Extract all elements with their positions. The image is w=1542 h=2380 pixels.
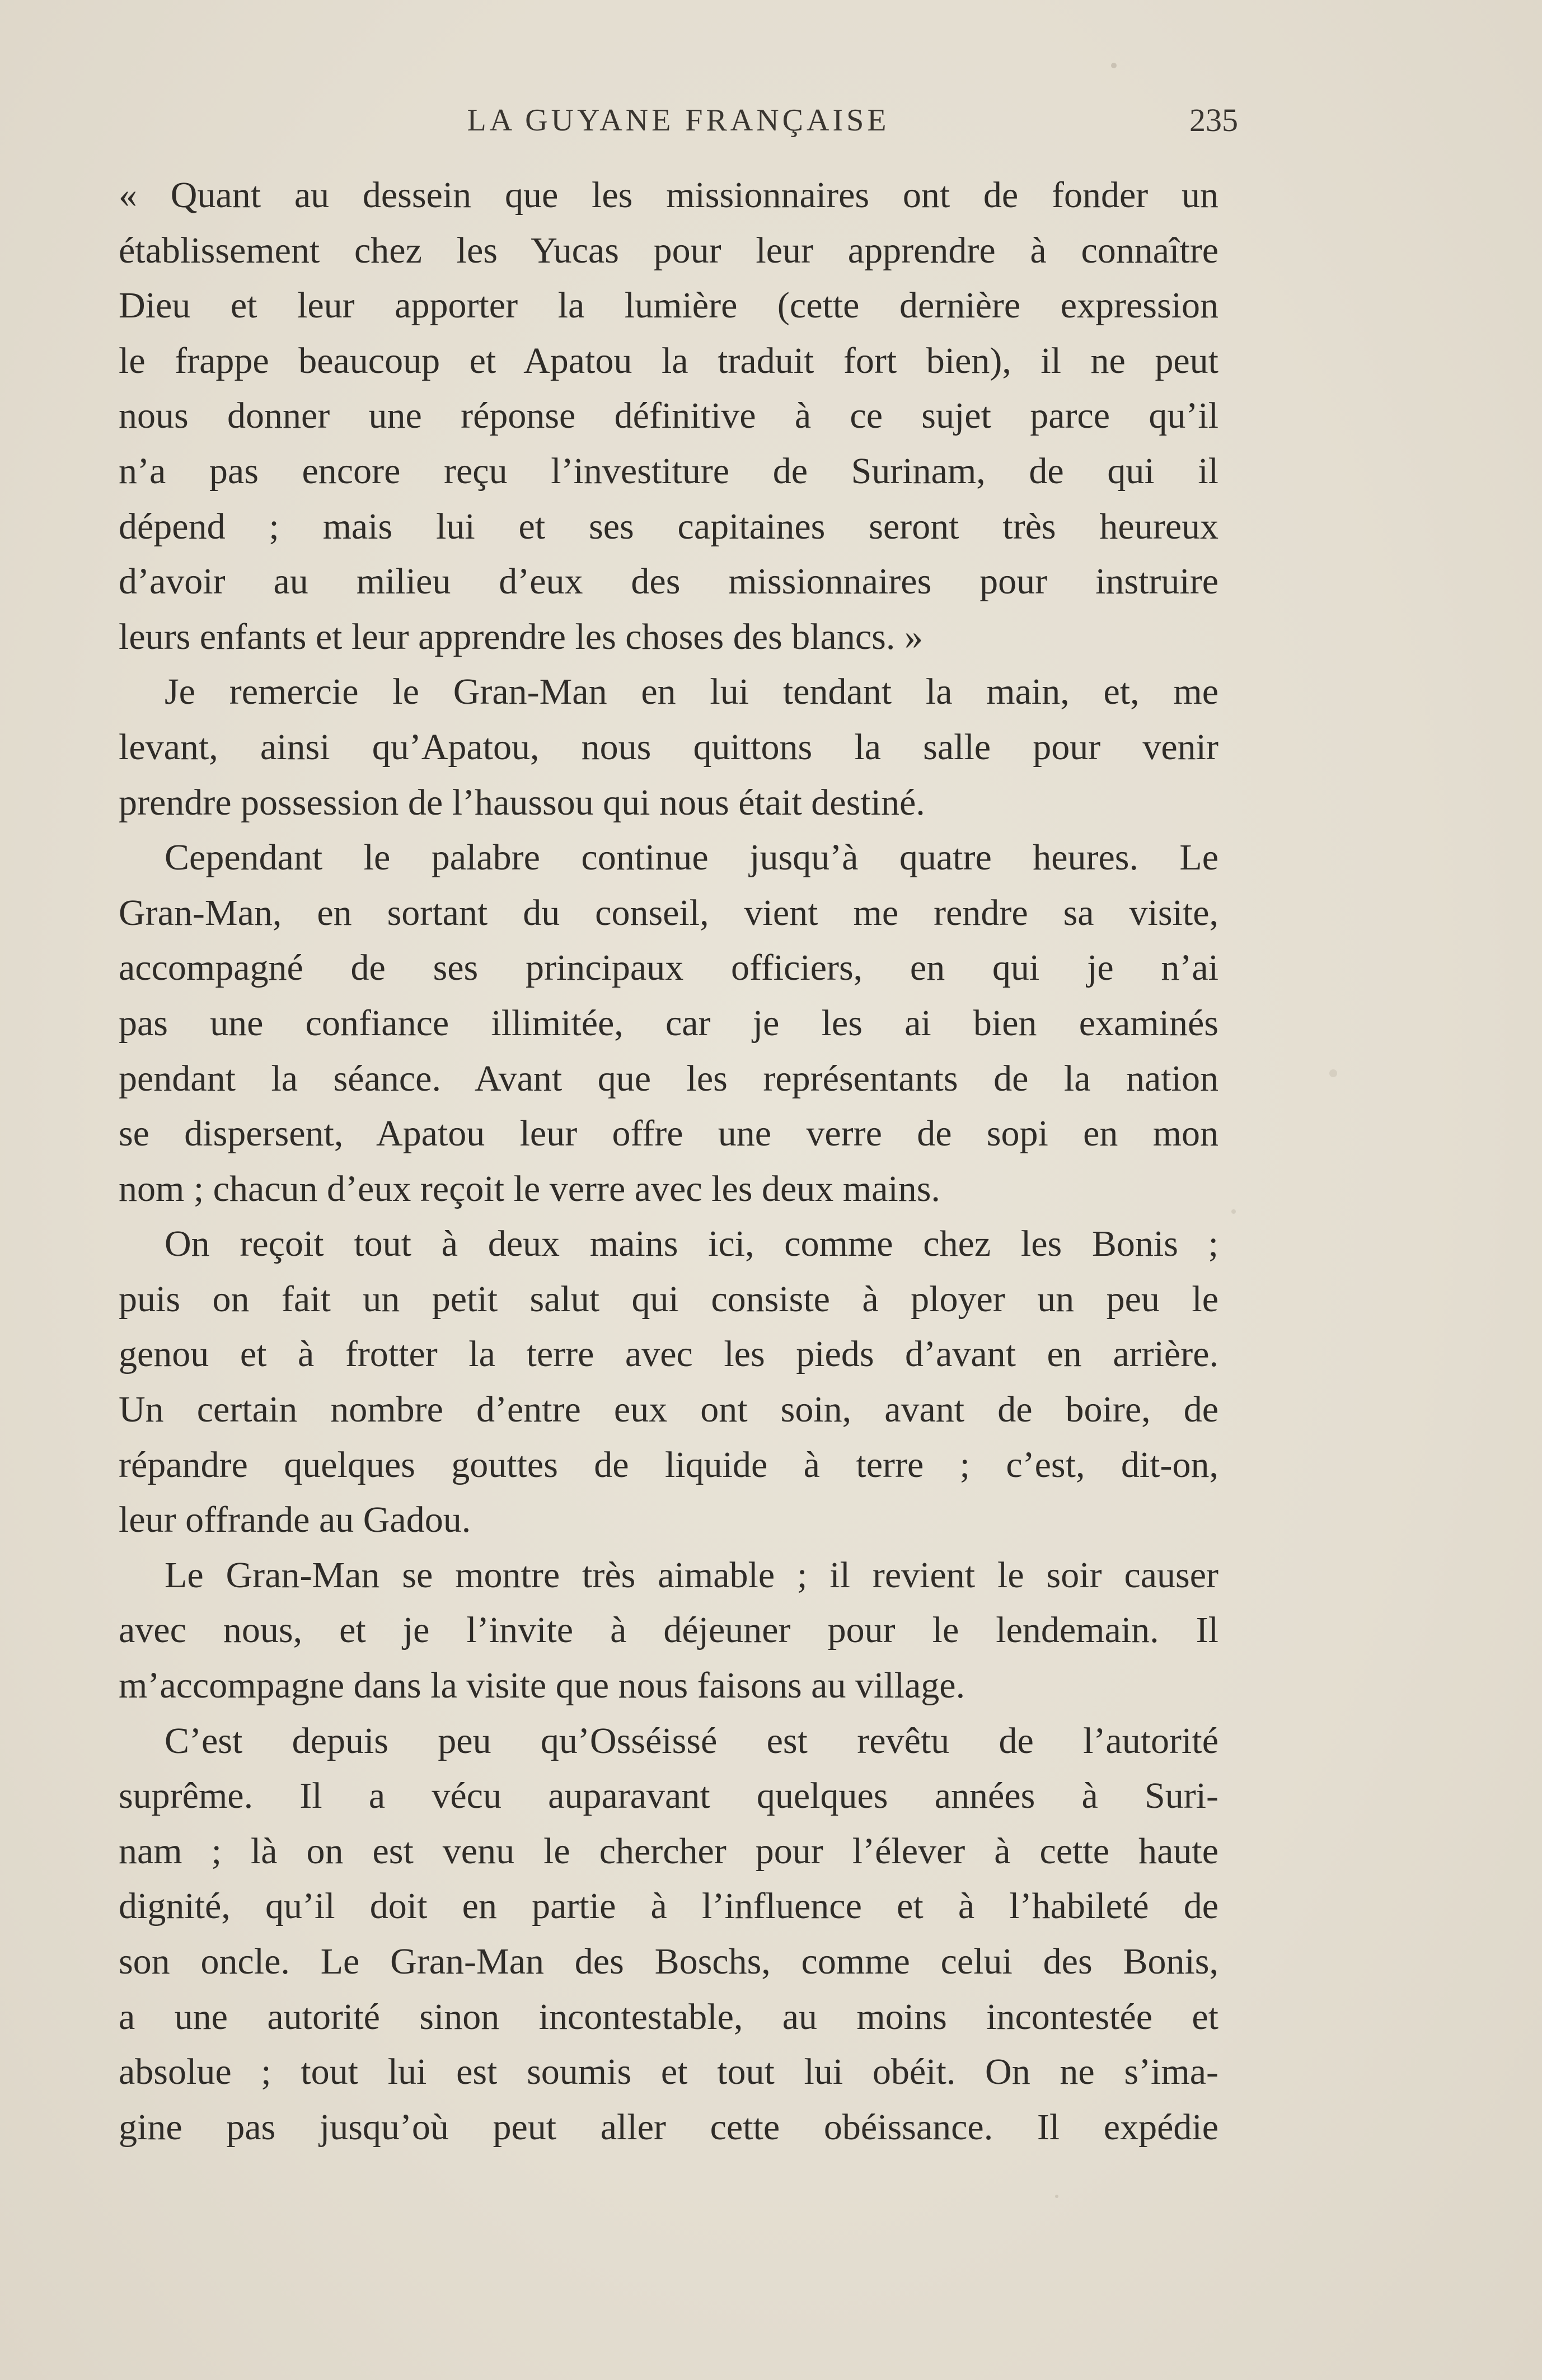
text-line: accompagné de ses principaux officiers, en qui je n’ai: [119, 947, 1218, 989]
text-line: C’est depuis peu qu’Osséissé est revêtu de l’autorité: [165, 1720, 1218, 1761]
text-line: son oncle. Le Gran-Man des Boschs, comme celui des Bonis,: [119, 1941, 1218, 1982]
text-line: gine pas jusqu’où peut aller cette obéissance. Il expédie: [119, 2106, 1218, 2148]
page-number: 235: [1189, 102, 1238, 138]
paper-speck: [1055, 2195, 1058, 2198]
text-line: puis on fait un petit salut qui consiste à ployer un peu le: [119, 1278, 1218, 1320]
paper-speck: [1329, 1069, 1337, 1077]
running-title: LA GUYANE FRANÇAISE: [467, 103, 890, 138]
text-line: Un certain nombre d’entre eux ont soin, avant de boire, de: [119, 1389, 1218, 1430]
text-line: levant, ainsi qu’Apatou, nous quittons la salle pour venir: [119, 726, 1218, 768]
page-header: [119, 95, 1238, 146]
text-line: dignité, qu’il doit en partie à l’influence et à l’habileté de: [119, 1886, 1218, 1927]
text-line: pas une confiance illimitée, car je les ai bien examinés: [119, 1002, 1218, 1044]
text-line: pendant la séance. Avant que les représentants de la nation: [119, 1058, 1218, 1099]
text-line: établissement chez les Yucas pour leur apprendre à connaître: [119, 230, 1218, 271]
text-line: se dispersent, Apatou leur offre une verre de sopi en mon: [119, 1113, 1218, 1154]
text-line: « Quant au dessein que les missionnaires ont de fonder un: [119, 175, 1218, 216]
text-line: nom ; chacun d’eux reçoit le verre avec les deux mains.: [119, 1168, 940, 1209]
text-line: avec nous, et je l’invite à déjeuner pour le lendemain. Il: [119, 1610, 1218, 1651]
paper-speck: [1111, 63, 1117, 68]
paper-speck: [1231, 1209, 1236, 1214]
text-line: nous donner une réponse définitive à ce sujet parce qu’il: [119, 395, 1218, 437]
text-line: n’a pas encore reçu l’investiture de Surinam, de qui il: [119, 450, 1218, 492]
text-line: a une autorité sinon incontestable, au moins incontestée et: [119, 1996, 1218, 2037]
text-line: Le Gran-Man se montre très aimable ; il revient le soir causer: [165, 1554, 1218, 1596]
text-line: leurs enfants et leur apprendre les choses des blancs. »: [119, 616, 923, 657]
text-line: leur offrande au Gadou.: [119, 1499, 471, 1541]
text-line: prendre possession de l’haussou qui nous était destiné.: [119, 782, 925, 823]
text-line: Gran-Man, en sortant du conseil, vient me rendre sa visite,: [119, 892, 1218, 933]
text-line: genou et à frotter la terre avec les pieds d’avant en arrière.: [119, 1334, 1218, 1375]
text-line: Dieu et leur apporter la lumière (cette dernière expression: [119, 285, 1218, 326]
text-line: d’avoir au milieu d’eux des missionnaires pour instruire: [119, 561, 1218, 602]
body-text: [119, 168, 1218, 2155]
text-line: suprême. Il a vécu auparavant quelques années à Suri-: [119, 1775, 1218, 1817]
text-line: m’accompagne dans la visite que nous faisons au village.: [119, 1665, 965, 1706]
text-line: Cependant le palabre continue jusqu’à quatre heures. Le: [165, 837, 1218, 878]
text-line: On reçoit tout à deux mains ici, comme chez les Bonis ;: [165, 1223, 1218, 1265]
text-line: le frappe beaucoup et Apatou la traduit fort bien), il ne peut: [119, 340, 1218, 381]
text-line: nam ; là on est venu le chercher pour l’élever à cette haute: [119, 1830, 1218, 1872]
text-line: absolue ; tout lui est soumis et tout lui obéit. On ne s’ima-: [119, 2051, 1218, 2093]
text-line: dépend ; mais lui et ses capitaines seront très heureux: [119, 506, 1218, 547]
text-line: répandre quelques gouttes de liquide à terre ; c’est, dit-on,: [119, 1444, 1218, 1485]
text-line: Je remercie le Gran-Man en lui tendant la main, et, me: [165, 671, 1218, 713]
